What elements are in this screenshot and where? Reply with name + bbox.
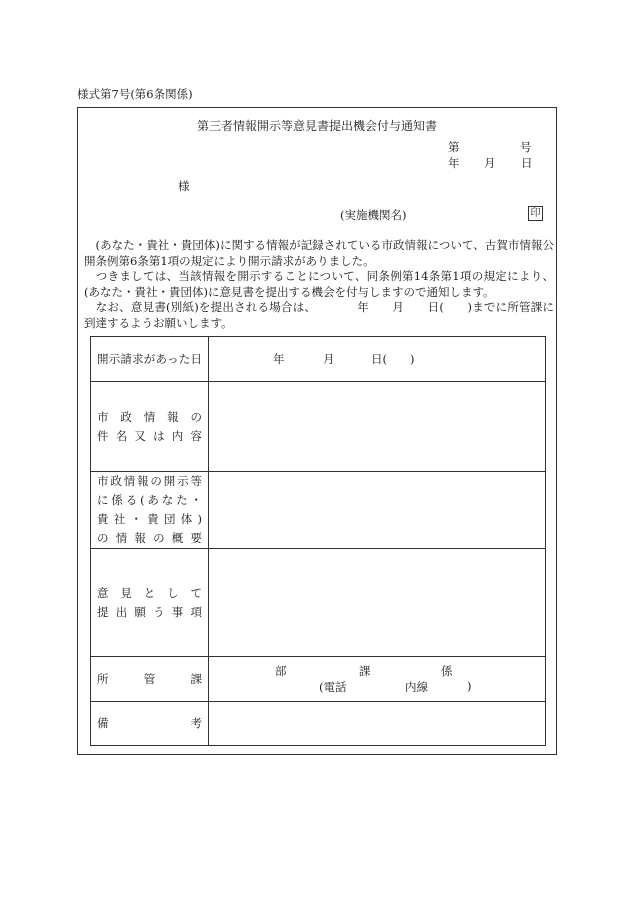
department-field[interactable] (209, 657, 546, 702)
notice-frame (77, 107, 557, 755)
request-date-label: 開示請求があった日 (91, 337, 209, 382)
remarks-label: 備考 (91, 702, 209, 746)
table-row (91, 382, 546, 472)
info-summary-label: 市政情報の開示等 に係る(あなた・ 貴社・貴団体) の情報の概要 (91, 472, 209, 549)
addressee-suffix: 様 (178, 179, 190, 193)
request-date-field[interactable] (209, 337, 546, 382)
opinion-items-label: 意見として 提出願う事項 (91, 549, 209, 657)
form-number: 様式第7号(第6条関係) (77, 87, 193, 101)
number-prefix: 第 (448, 140, 460, 154)
request-year: 年 (273, 352, 285, 366)
paragraph-1: (あなた・貴社・貴団体)に関する情報が記録されている市政情報について、古賀市情報公開条例第6条第1項の規定により開示請求がありました。 (84, 238, 555, 268)
paragraph-3: なお、意見書(別紙)を提出される場合は、 年 月 日( )までに所管課に到達するようお願いします。 (84, 300, 555, 330)
dept-naisen: 内線 (405, 680, 428, 694)
issue-day: 日 (521, 156, 533, 170)
table-row (91, 702, 546, 746)
dept-close: ) (467, 679, 472, 693)
department-label: 所管課 (91, 657, 209, 702)
item-name-label: 市政情報の 件名又は内容 (91, 382, 209, 472)
table-row (91, 472, 546, 549)
agency-name-label: (実施機関名) (340, 208, 407, 222)
item-name-field[interactable] (209, 382, 546, 472)
number-suffix: 号 (520, 140, 532, 154)
table-row (91, 549, 546, 657)
opinion-items-field[interactable] (209, 549, 546, 657)
table-row (91, 337, 546, 382)
issue-month: 月 (484, 156, 496, 170)
paragraph-2: つきましては、当該情報を開示することについて、同条例第14条第1項の規定により、(あなた・貴社・貴団体)に意見書を提出する機会を付与しますので通知します。 (84, 269, 554, 299)
table-row (91, 657, 546, 702)
issue-year: 年 (448, 156, 460, 170)
remarks-field[interactable] (209, 702, 546, 746)
dept-kakari: 係 (441, 664, 453, 678)
notice-body (84, 238, 554, 332)
request-day: 日( ) (371, 352, 415, 366)
dept-tel: (電話 (319, 680, 347, 694)
document-title: 第三者情報開示等意見書提出機会付与通知書 (196, 119, 437, 133)
request-month: 月 (323, 352, 335, 366)
dept-bu: 部 (275, 664, 287, 678)
info-summary-field[interactable] (209, 472, 546, 549)
seal-mark: 印 (528, 206, 543, 221)
dept-ka: 課 (359, 664, 371, 678)
info-table (90, 336, 546, 746)
